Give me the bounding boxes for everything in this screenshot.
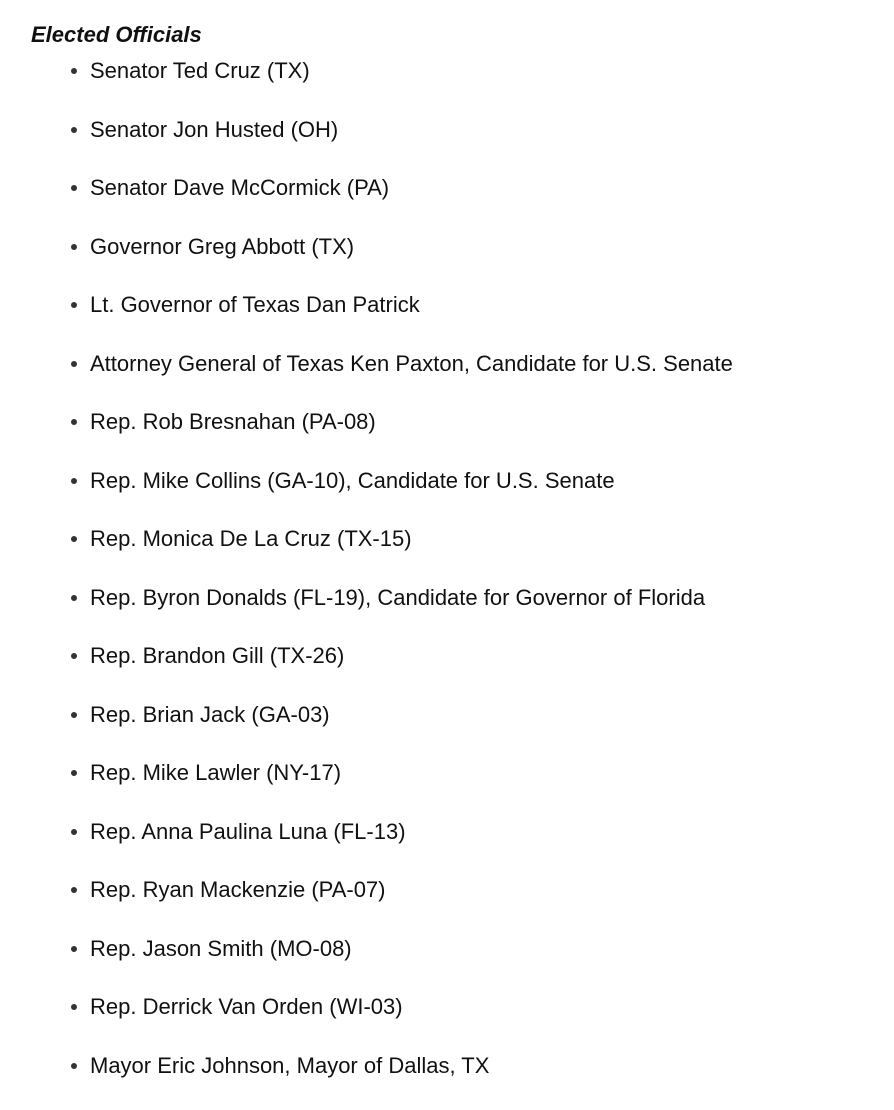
bullet-icon (71, 536, 77, 542)
official-name: Rep. Mike Lawler (NY-17) (90, 760, 342, 785)
official-name: Attorney General of Texas Ken Paxton, Candidate for U.S. Senate (90, 350, 733, 376)
official-name: Rep. Monica De La Cruz (TX-15) (90, 526, 412, 551)
bullet-icon (71, 887, 77, 893)
official-name: Rep. Jason Smith (MO-08) (90, 935, 352, 961)
official-name: Senator Dave McCormick (PA) (90, 175, 390, 200)
bullet-icon (71, 595, 77, 601)
bullet-icon (71, 829, 77, 835)
official-name: Rep. Brandon Gill (TX-26) (90, 643, 345, 668)
bullet-icon (71, 361, 77, 367)
bullet-icon (71, 244, 77, 250)
section-heading: Elected Officials (31, 22, 202, 47)
bullet-icon (71, 653, 77, 659)
official-name: Senator Jon Husted (OH) (90, 116, 339, 142)
official-name: Rep. Brian Jack (GA-03) (90, 701, 330, 727)
official-name: Rep. Anna Paulina Luna (FL-13) (90, 818, 406, 844)
bullet-icon (71, 1063, 77, 1069)
bullet-icon (71, 478, 77, 484)
bullet-icon (71, 770, 77, 776)
bullet-icon (71, 127, 77, 133)
official-name: Rep. Ryan Mackenzie (PA-07) (90, 877, 386, 902)
official-name: Rep. Rob Bresnahan (PA-08) (90, 409, 376, 434)
bullet-icon (71, 302, 77, 308)
bullet-icon (71, 1004, 77, 1010)
official-name: Rep. Byron Donalds (FL-19), Candidate for Governor of Florida (90, 584, 706, 610)
bullet-icon (71, 185, 77, 191)
official-name: Lt. Governor of Texas Dan Patrick (90, 292, 420, 317)
official-name: Senator Ted Cruz (TX) (90, 58, 310, 83)
bullet-icon (71, 946, 77, 952)
official-name: Rep. Mike Collins (GA-10), Candidate for U.S. Senate (90, 467, 615, 493)
bullet-icon (71, 712, 77, 718)
official-name: Rep. Derrick Van Orden (WI-03) (90, 994, 403, 1019)
bullet-icon (71, 68, 77, 74)
official-name: Governor Greg Abbott (TX) (90, 233, 355, 259)
bullet-icon (71, 419, 77, 425)
official-name: Mayor Eric Johnson, Mayor of Dallas, TX (90, 1052, 490, 1078)
